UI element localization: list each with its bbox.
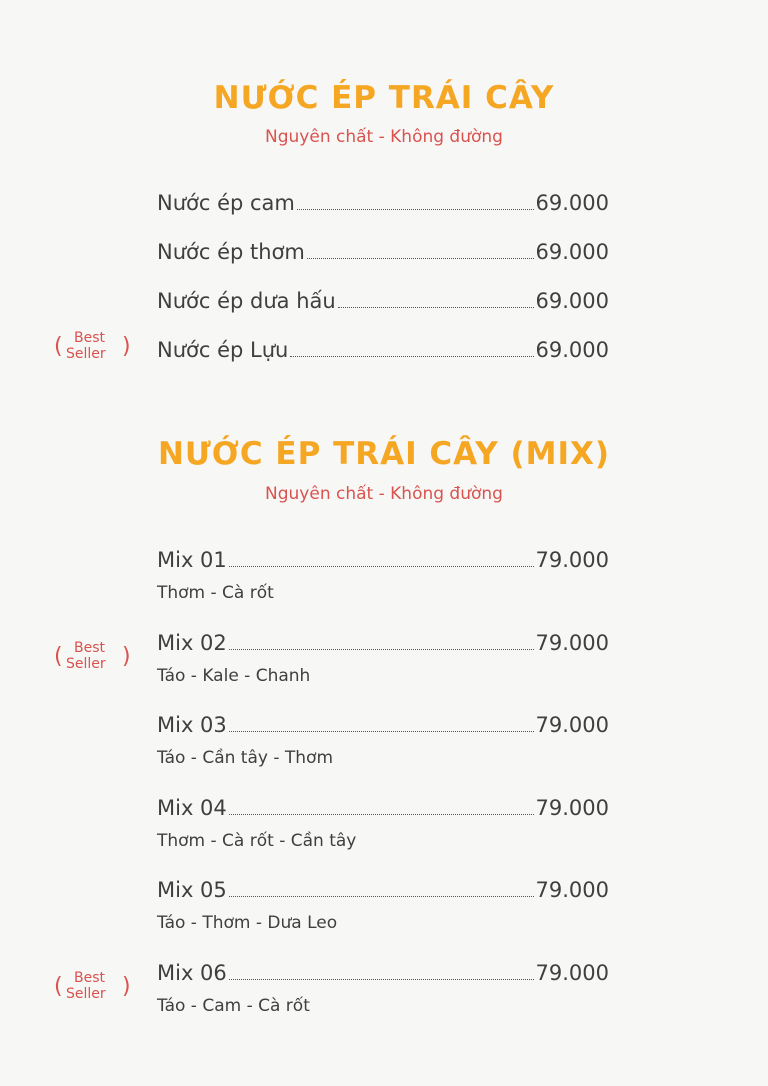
menu-item-name: Nước ép cam bbox=[157, 191, 295, 215]
menu-item-price: 79.000 bbox=[535, 796, 609, 820]
leader-dots bbox=[229, 648, 534, 650]
menu-item-description: Thơm - Cà rốt bbox=[157, 583, 274, 603]
menu-item-mix-03 bbox=[157, 708, 609, 738]
badge-line2: Seller bbox=[66, 346, 106, 362]
badge-line1: Best bbox=[74, 640, 106, 656]
menu-item-mix-02 bbox=[157, 626, 609, 656]
leader-dots bbox=[229, 895, 534, 897]
best-seller-badge bbox=[54, 638, 136, 678]
menu-item-description: Táo - Thơm - Dưa Leo bbox=[157, 913, 338, 933]
leader-dots bbox=[229, 730, 534, 732]
menu-item-description: Táo - Cam - Cà rốt bbox=[157, 996, 310, 1016]
badge-bracket-right: ) bbox=[122, 644, 131, 669]
section-title-fruit-juice: NƯỚC ÉP TRÁI CÂY bbox=[213, 80, 555, 116]
menu-item-name: Nước ép thơm bbox=[157, 240, 305, 264]
section-title-mix-juice: NƯỚC ÉP TRÁI CÂY (MIX) bbox=[157, 436, 611, 472]
menu-item-name: Mix 02 bbox=[157, 631, 227, 655]
menu-item-price: 79.000 bbox=[535, 713, 609, 737]
menu-item-price: 69.000 bbox=[535, 338, 609, 362]
leader-dots bbox=[229, 813, 534, 815]
menu-item-orange-juice bbox=[157, 186, 609, 216]
menu-item-mix-06 bbox=[157, 956, 609, 986]
menu-item-name: Nước ép Lựu bbox=[157, 338, 289, 362]
badge-line1: Best bbox=[74, 330, 106, 346]
badge-bracket-left: ( bbox=[54, 974, 63, 999]
leader-dots bbox=[229, 565, 534, 567]
badge-line1: Best bbox=[74, 970, 106, 986]
menu-item-mix-05 bbox=[157, 873, 609, 903]
menu-item-pineapple-juice bbox=[157, 235, 609, 265]
menu-item-name: Mix 04 bbox=[157, 796, 227, 820]
menu-item-description: Thơm - Cà rốt - Cần tây bbox=[157, 831, 357, 851]
leader-dots bbox=[297, 208, 534, 210]
badge-bracket-right: ) bbox=[122, 334, 131, 359]
badge-line2: Seller bbox=[66, 656, 106, 672]
menu-item-price: 69.000 bbox=[535, 240, 609, 264]
menu-item-mix-04 bbox=[157, 791, 609, 821]
menu-item-price: 79.000 bbox=[535, 548, 609, 572]
leader-dots bbox=[307, 257, 534, 259]
menu-item-name: Mix 06 bbox=[157, 961, 227, 985]
section-subtitle-mix-juice: Nguyên chất - Không đường bbox=[265, 484, 503, 504]
badge-line2: Seller bbox=[66, 986, 106, 1002]
badge-bracket-right: ) bbox=[122, 974, 131, 999]
badge-bracket-left: ( bbox=[54, 644, 63, 669]
menu-item-description: Táo - Cần tây - Thơm bbox=[157, 748, 334, 768]
menu-item-name: Mix 01 bbox=[157, 548, 227, 572]
menu-item-price: 79.000 bbox=[535, 878, 609, 902]
menu-item-price: 79.000 bbox=[535, 961, 609, 985]
menu-item-price: 69.000 bbox=[535, 289, 609, 313]
best-seller-badge bbox=[54, 968, 136, 1008]
best-seller-badge bbox=[54, 328, 136, 368]
menu-item-name: Mix 03 bbox=[157, 713, 227, 737]
menu-item-price: 69.000 bbox=[535, 191, 609, 215]
menu-item-name: Mix 05 bbox=[157, 878, 227, 902]
menu-item-watermelon-juice bbox=[157, 284, 609, 314]
leader-dots bbox=[338, 306, 534, 308]
menu-item-mix-01 bbox=[157, 543, 609, 573]
menu-item-name: Nước ép dưa hấu bbox=[157, 289, 336, 313]
section-subtitle-fruit-juice: Nguyên chất - Không đường bbox=[265, 127, 503, 147]
badge-bracket-left: ( bbox=[54, 334, 63, 359]
leader-dots bbox=[229, 978, 534, 980]
menu-item-pomegranate-juice bbox=[157, 333, 609, 363]
leader-dots bbox=[290, 355, 533, 357]
menu-item-price: 79.000 bbox=[535, 631, 609, 655]
menu-item-description: Táo - Kale - Chanh bbox=[157, 666, 311, 686]
